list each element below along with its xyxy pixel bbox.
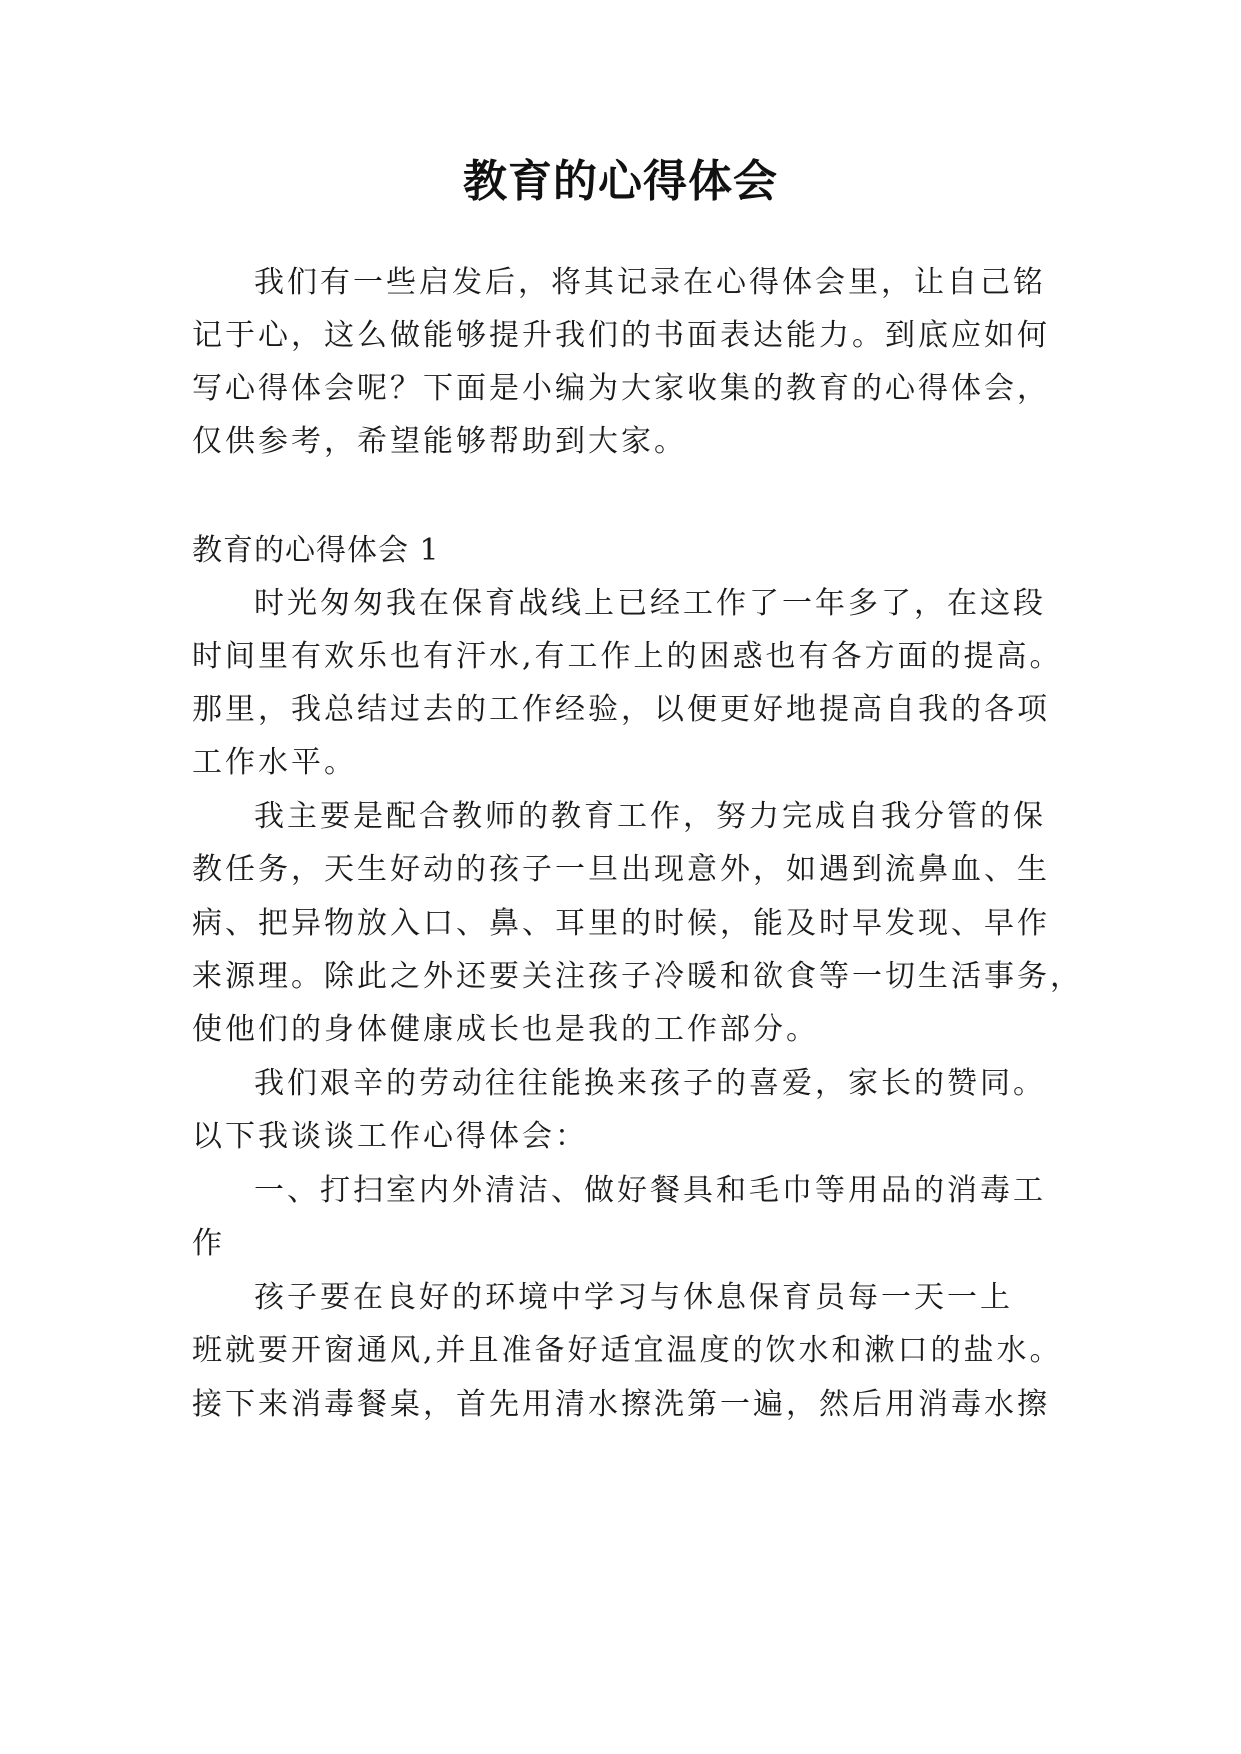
body-line: 时光匆匆我在保育战线上已经工作了一年多了，在这段 [254,586,1046,621]
document-title: 教育的心得体会 [463,156,778,207]
body-line: 以下我谈谈工作心得体会： [192,1119,588,1154]
intro-line: 记于心，这么做能够提升我们的书面表达能力。到底应如何 [192,318,1050,353]
section-heading: 教育的心得体会 1 [192,533,440,568]
intro-line: 仅供参考，希望能够帮助到大家。 [192,424,687,459]
body-line: 教任务，天生好动的孩子一旦出现意外，如遇到流鼻血、生 [192,852,1050,887]
body-line: 孩子要在良好的环境中学习与休息保育员每一天一上 [254,1280,1013,1315]
body-line: 接下来消毒餐桌，首先用清水擦洗第一遍，然后用消毒水擦 [192,1387,1050,1422]
intro-line: 写心得体会呢？下面是小编为大家收集的教育的心得体会， [192,371,1050,406]
body-line: 我主要是配合教师的教育工作，努力完成自我分管的保 [254,799,1046,834]
body-line: 病、把异物放入口、鼻、耳里的时候，能及时早发现、早作 [192,906,1050,941]
body-line: 班就要开窗通风,并且准备好适宜温度的饮水和漱口的盐水。 [192,1333,1063,1368]
body-line: 作 [192,1226,225,1261]
intro-line: 我们有一些启发后，将其记录在心得体会里，让自己铭 [254,265,1046,300]
body-line: 一、打扫室内外清洁、做好餐具和毛巾等用品的消毒工 [254,1173,1046,1208]
body-line: 来源理。除此之外还要关注孩子冷暖和欲食等一切生活事务， [192,959,1083,994]
body-line: 工作水平。 [192,745,357,780]
body-line: 那里，我总结过去的工作经验，以便更好地提高自我的各项 [192,692,1050,727]
body-line: 我们艰辛的劳动往往能换来孩子的喜爱，家长的赞同。 [254,1066,1046,1101]
body-line: 时间里有欢乐也有汗水,有工作上的困惑也有各方面的提高。 [192,639,1063,674]
body-line: 使他们的身体健康成长也是我的工作部分。 [192,1012,819,1047]
